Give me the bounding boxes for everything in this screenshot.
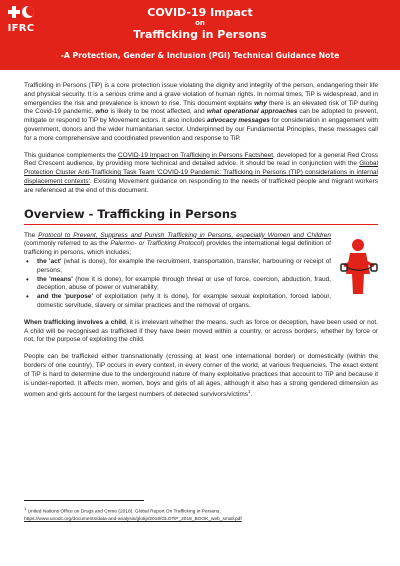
main-content (24, 82, 378, 400)
footnote-link[interactable]: https://www.unodc.org/documents/data-and-analysis/glotip/2018/GLOTiP_2018_BOOK_web_small.pdf (24, 516, 242, 522)
header-banner (0, 0, 400, 70)
title-line-2: on (195, 19, 205, 27)
title-line-1: COVID-19 Impact (147, 6, 253, 19)
footnote: $^1$ United Nations Office on Drugs and Crime (2018). Global Report On Trafficking in Persons, https://www.unodc.org/documents/data-and-analysis/glotip/2018/GLOTiP_2018_BOOK_web_small.pdf (24, 505, 384, 523)
overview-paragraph-3: People can be trafficked either transnationally (crossing at least one international border) or domestically (within the borders of one country). TiP occurs in every context, in every corner of the world, at various frequencies. The exact extent of TiP is hard to determine due to the underground nature of many exploitative practices that account to TiP and because it is under-reported. It affects men, women, boys and girls of all ages, although it also has a strong gendered dimension as women and girls account for the largest numbers of detected survivors/victims$^1$. (24, 353, 378, 399)
intro-paragraph-2: This guidance complements the COVID-19 Impact on Trafficking in Persons Factsheet, developed for a general Red Cross Red Crescent audience, by providing more technical and detailed advice. It should be read in conjunction with the Global Protection Cluster Anti-Trafficking Task Team 'COVID-19 Pandemic: Trafficking in Persons (TIP) considerations in internal displacement contexts'. Existing Movement guidance on responding to the needs of trafficked people and migrant workers are referenced at the end of this document. (24, 151, 378, 194)
definition-list (24, 258, 331, 311)
list-item: • the 'act' (what is done), for example the recruitment, transportation, transfer, harbouring or receipt of persons; (24, 258, 331, 276)
palermo-protocol-link[interactable]: Protocol to Prevent, Suppress and Punish Trafficking in Persons, especially Women and Children (38, 231, 331, 239)
logo-text: IFRC (7, 23, 35, 34)
document-title (0, 6, 400, 41)
overview-paragraph-2: When trafficking involves a child, it is irrelevant whether the means, such as force or deception, have been used or not. A child will be recognised as trafficked if they have been moved within a country, or across borders, whether by force or not, for the purpose of exploiting the child. (24, 318, 378, 344)
factsheet-link[interactable]: COVID-19 Impact on Trafficking in Persons Factsheet (117, 151, 274, 159)
footnote-divider (24, 500, 144, 501)
footnote-ref[interactable]: 1 (248, 389, 251, 395)
overview-heading: Overview - Trafficking in Persons (24, 206, 237, 221)
intro-paragraph-1: Trafficking in Persons (TiP) is a core protection issue violating the dignity and integrity of the person, endangering their life and physical security. It is a serious crime and a grave violation of human rights. In normal times, TiP is widespread, and in emergencies the risk and prevalence is known to rise. This document explains why there is an elevated risk of TiP during the Covid-19 pandemic, who is likely to be most affected, and what operational approaches can be adopted to prevent, mitigate or respond to TiP by Movement actors. It also includes advocacy messages for consideration in engagement with government, donors and the wider humanitarian sector. Underpinned by our Fundamental Principles, these messages call for a more comprehensive and coordinated prevention and response to TiP. (24, 82, 378, 142)
overview-paragraph-1: The Protocol to Prevent, Suppress and Punish Trafficking in Persons, especially Women and Children (commonly referred to as the Palermo- or Trafficking Protocol) provides the international legal definition of trafficking in persons, which includes; (24, 231, 331, 257)
trafficked-person-icon (340, 238, 378, 296)
title-line-3: Trafficking in Persons (133, 28, 267, 41)
document-subtitle: -A Protection, Gender & Inclusion (PGI) Technical Guidance Note (60, 51, 340, 60)
list-item: • the 'means' (how it is done), for example through threat or use of force, coercion, abduction, fraud, deception, abuse of power or vulnerability; (24, 276, 331, 294)
list-item: • and the 'purpose' of exploitation (why it is done), for example sexual exploitation, forced labour, domestic servitude, slavery or similar practices and the removal of organs. (24, 293, 331, 311)
gpc-guidance-link[interactable]: Global Protection Cluster Anti-Trafficking Task Team 'COVID-19 Pandemic: Trafficking in Persons (TIP) considerations in internal displacement contexts' (24, 160, 378, 185)
heading-divider (24, 224, 378, 225)
